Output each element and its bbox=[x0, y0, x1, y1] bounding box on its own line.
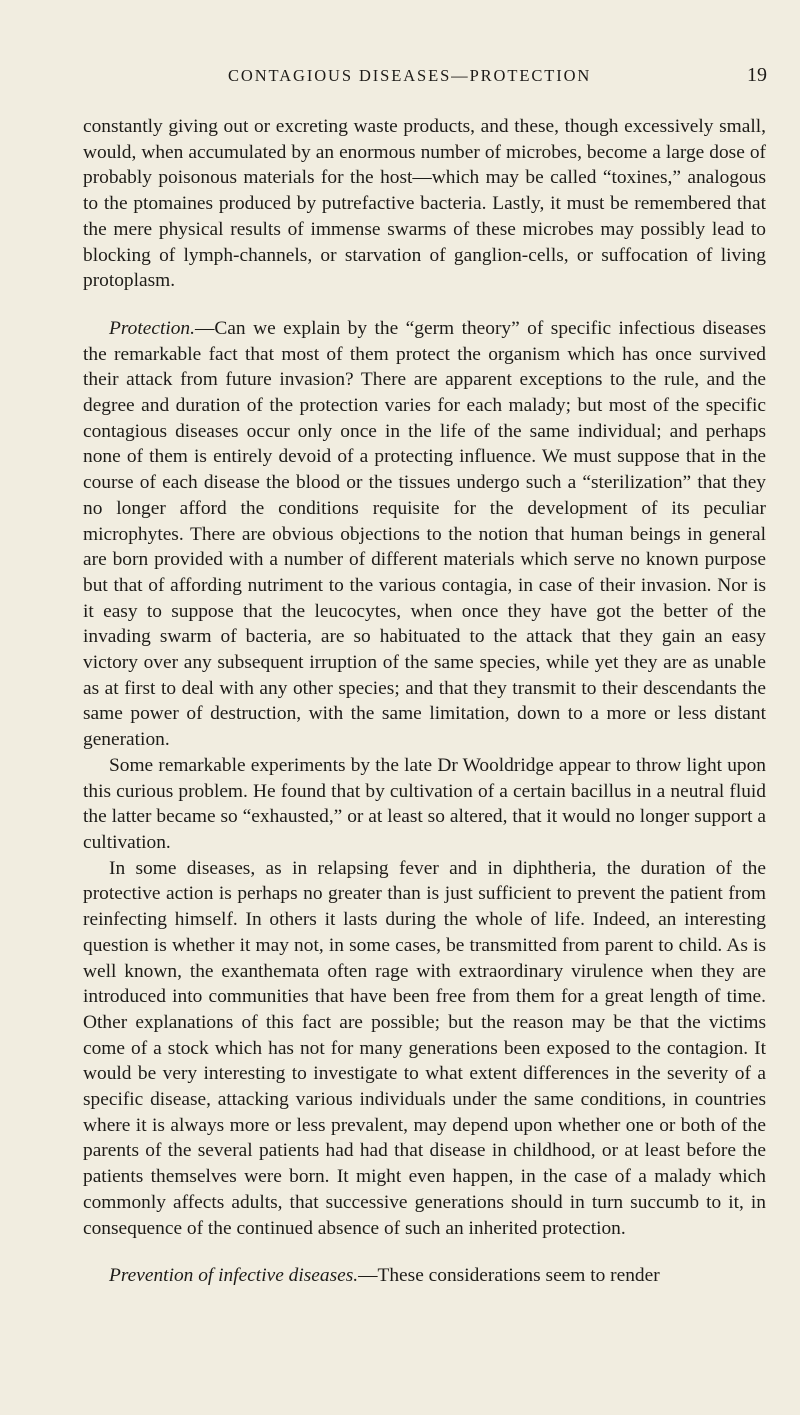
page-number: 19 bbox=[747, 64, 767, 86]
section-heading-protection: Protection. bbox=[109, 317, 195, 339]
paragraph-text: In some diseases, as in relapsing fever and in diphtheria, the duration of the protective action is perhaps no greater than is just sufficient to prevent the patient from reinfecting himself. In others it lasts during the whole of life. Indeed, an interesting question is whether it may not, in some cases, be transmitted from parent to child. As is well known, the exanthemata often rage with extraordinary virulence when they are introduced into communities that have been free from them for a great length of time. Other explanations of this fact are possible; but the reason may be that the victims come of a stock which has not for many generations been exposed to the contagion. It would be very interesting to investigate to what extent differences in the severity of a specific disease, attacking various individuals under the same conditions, in countries where it is always more or less prevalent, may depend upon whether one or both of the parents of the several patients had had that disease in childhood, or at least before the patients themselves were born. It might even happen, in the case of a malady which commonly affects adults, that successive generations should in turn succumb to it, in consequence of the continued absence of such an inherited protection. bbox=[83, 857, 766, 1239]
paragraph-text: constantly giving out or excreting waste products, and these, though excessively small, would, when accumulated by an enormous number of microbes, become a large dose of probably poisonous materials for the host—which may be called “toxines,” analogous to the ptomaines produced by putrefactive bacteria. Lastly, it must be remembered that the mere physical results of immense swarms of these microbes may possibly lead to blocking of lymph-channels, or starvation of ganglion-cells, or suffocation of living protoplasm. bbox=[83, 116, 766, 292]
section-heading-prevention: Prevention of infective diseases. bbox=[109, 1265, 359, 1287]
running-header bbox=[0, 66, 800, 92]
body-text bbox=[83, 114, 766, 1289]
paragraph-text: Some remarkable experiments by the late Dr Wooldridge appear to throw light upon this curious problem. He found that by cultivation of a certain bacillus in a neutral fluid the latter became so “exhausted,” or at least so altered, that it would no longer support a cultivation. bbox=[83, 754, 766, 853]
paragraph-prevention bbox=[83, 1263, 766, 1289]
paragraph-text: —These considerations seem to render bbox=[358, 1265, 660, 1287]
paragraph-continued bbox=[83, 114, 766, 294]
paragraph-text: —Can we explain by the “germ theory” of specific infectious diseases the remarkable fact that most of them protect the organism which has once survived their attack from future invasion? There are apparent exceptions to the rule, and the degree and duration of the protection varies for each malady; but most of the specific contagious diseases occur only once in the life of the same individual; and perhaps none of them is entirely devoid of a protecting influence. We must suppose that in the course of each disease the blood or the tissues undergo such a “sterilization” that they no longer afford the conditions requisite for the development of its peculiar microphytes. There are obvious objections to the notion that human beings in general are born provided with a number of different materials which serve no known purpose but that of affording nutriment to the various contagia, in case of their invasion. Nor is it easy to suppose that the leucocytes, when once they have got the better of the invading swarm of bacteria, are so habituated to the attack that they gain an easy victory over any subsequent irruption of the same species, while yet they are as unable as at first to deal with any other species; and that they transmit to their descendants the same power of destruction, with the same limitation, down to a more or less distant generation. bbox=[83, 317, 766, 751]
paragraph-duration bbox=[83, 856, 766, 1242]
running-title: CONTAGIOUS DISEASES—PROTECTION bbox=[228, 66, 592, 85]
paragraph-wooldridge bbox=[83, 753, 766, 856]
paragraph-protection bbox=[83, 316, 766, 753]
